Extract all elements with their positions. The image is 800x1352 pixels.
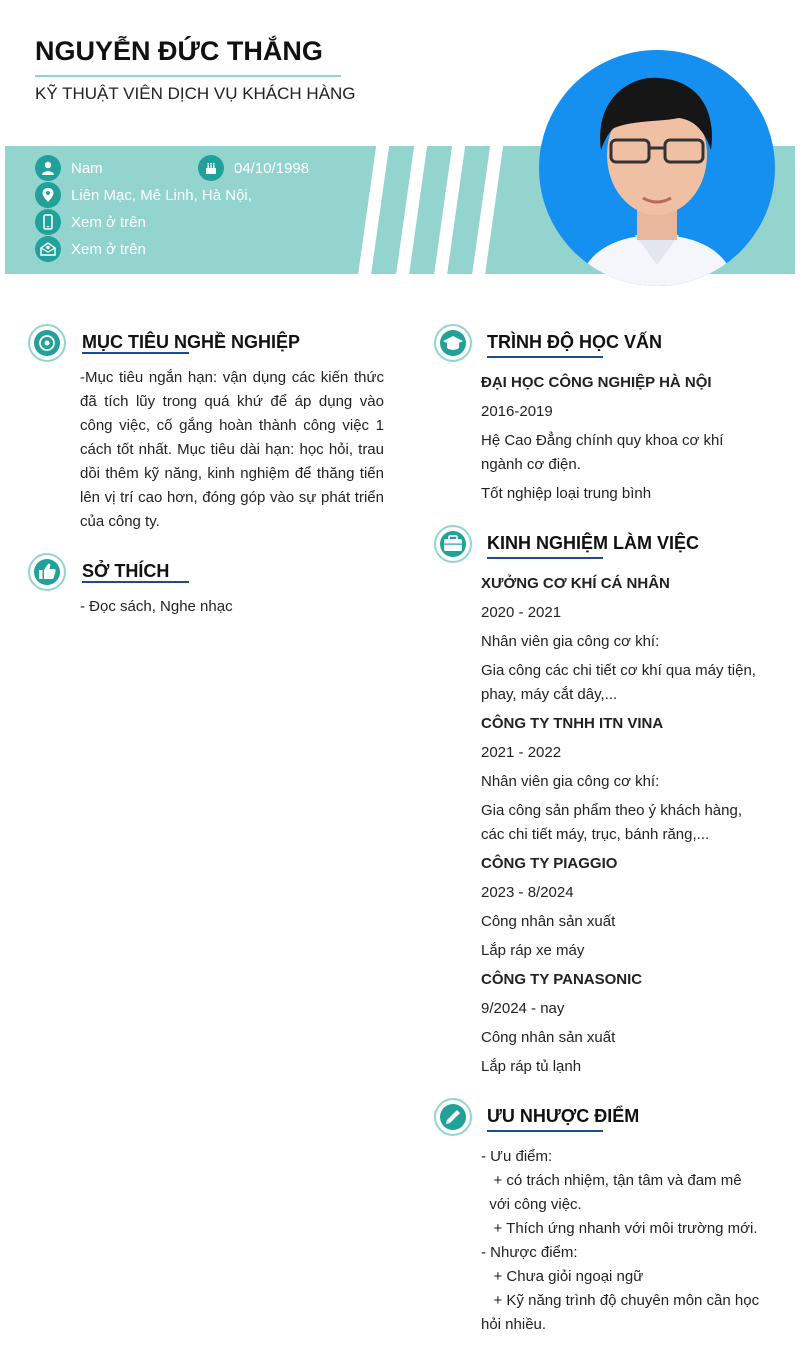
- job-description: Lắp ráp xe máy: [481, 942, 585, 959]
- hobbies-text: - Đọc sách, Nghe nhạc: [80, 598, 233, 615]
- target-icon: [27, 323, 67, 363]
- education-title-underline: [487, 356, 603, 358]
- name-underline: [35, 75, 341, 77]
- job-role: Nhân viên gia công cơ khí:: [481, 773, 660, 790]
- job-period: 2023 - 8/2024: [481, 884, 574, 901]
- objective-title-underline: [82, 352, 189, 354]
- hobbies-title: SỞ THÍCH: [82, 561, 170, 581]
- weaknesses-line: hỏi nhiều.: [481, 1316, 547, 1333]
- user-icon: [35, 155, 61, 181]
- job-role: Công nhân sản xuất: [481, 1029, 616, 1046]
- job-description: Lắp ráp tủ lạnh: [481, 1058, 582, 1075]
- birthdate-value: 04/10/1998: [234, 159, 310, 177]
- strengths-line: - Ưu điểm:: [481, 1148, 553, 1165]
- band-stripe: [432, 146, 466, 274]
- job-description: Gia công các chi tiết cơ khí qua máy tiện, phay, máy cắt dây,...: [481, 662, 756, 703]
- job-period: 2021 - 2022: [481, 744, 562, 761]
- strengths-line: + có trách nhiệm, tận tâm và đam mê: [481, 1172, 742, 1189]
- education-title: TRÌNH ĐỘ HỌC VẤN: [487, 332, 662, 352]
- job-period: 9/2024 - nay: [481, 1000, 565, 1017]
- contact-birthdate: [198, 155, 309, 181]
- weaknesses-line: - Nhược điểm:: [481, 1244, 578, 1261]
- pencil-icon: [433, 1097, 473, 1137]
- gender-value: Nam: [71, 159, 103, 177]
- weaknesses-line: + Kỹ năng trình độ chuyên môn cần học: [481, 1292, 760, 1309]
- job-company: CÔNG TY PIAGGIO: [481, 855, 618, 872]
- email-icon: [35, 236, 61, 262]
- strengths-title-underline: [487, 1130, 603, 1132]
- experience-title: KINH NGHIỆM LÀM VIỆC: [487, 533, 700, 553]
- job-company: CÔNG TY PANASONIC: [481, 971, 643, 988]
- band-stripe: [470, 146, 504, 274]
- thumbs-up-icon: [27, 552, 67, 592]
- job-description: Gia công sản phẩm theo ý khách hàng, các chi tiết máy, trục, bánh răng,...: [481, 802, 743, 843]
- strengths-title: ƯU NHƯỢC ĐIỂM: [487, 1106, 640, 1126]
- band-stripe: [394, 146, 428, 274]
- contact-gender: [35, 155, 103, 181]
- job-role: Nhân viên gia công cơ khí:: [481, 633, 660, 650]
- location-pin-icon: [35, 182, 61, 208]
- hobbies-title-underline: [82, 581, 189, 583]
- contact-address: [35, 182, 252, 208]
- email-value: Xem ở trên: [71, 240, 146, 258]
- job-title: KỸ THUẬT VIÊN DỊCH VỤ KHÁCH HÀNG: [35, 84, 356, 103]
- briefcase-icon: [433, 524, 473, 564]
- strengths-line: với công việc.: [481, 1196, 582, 1213]
- phone-value: Xem ở trên: [71, 213, 146, 231]
- education-school: ĐẠI HỌC CÔNG NGHIỆP HÀ NỘI: [481, 374, 712, 391]
- job-company: CÔNG TY TNHH ITN VINA: [481, 715, 664, 732]
- objective-title: MỤC TIÊU NGHỀ NGHIỆP: [82, 332, 301, 352]
- job-role: Công nhân sản xuất: [481, 913, 616, 930]
- candidate-name: NGUYỄN ĐỨC THẮNG: [35, 36, 323, 66]
- education-program: Hệ Cao Đẳng chính quy khoa cơ khí ngành cơ điện.: [481, 432, 724, 473]
- avatar: [539, 50, 775, 286]
- job-period: 2020 - 2021: [481, 604, 562, 621]
- band-stripe: [356, 146, 390, 274]
- job-company: XƯỞNG CƠ KHÍ CÁ NHÂN: [481, 575, 670, 592]
- address-value: Liên Mạc, Mê Linh, Hà Nội,: [71, 186, 252, 204]
- experience-title-underline: [487, 557, 603, 559]
- phone-icon: [35, 209, 61, 235]
- education-period: 2016-2019: [481, 403, 553, 420]
- weaknesses-line: + Chưa giỏi ngoại ngữ: [481, 1268, 644, 1285]
- contact-email: [35, 236, 146, 262]
- contact-phone: [35, 209, 146, 235]
- objective-text: -Mục tiêu ngắn hạn: vận dụng các kiến thức đã tích lũy trong quá khứ để áp dụng vào công việc, cố gắng hoàn thành công việc 1 cách tốt nhất. Mục tiêu dài hạn: học hỏi, trau dồi thêm kỹ năng, kinh nghiệm để thăng tiến lên vị trí cao hơn, đóng góp vào sự phát triển của công ty.: [80, 369, 384, 530]
- strengths-line: + Thích ứng nhanh với môi trường mới.: [481, 1220, 758, 1237]
- birthday-cake-icon: [198, 155, 224, 181]
- education-result: Tốt nghiệp loại trung bình: [481, 485, 652, 502]
- graduation-cap-icon: [433, 323, 473, 363]
